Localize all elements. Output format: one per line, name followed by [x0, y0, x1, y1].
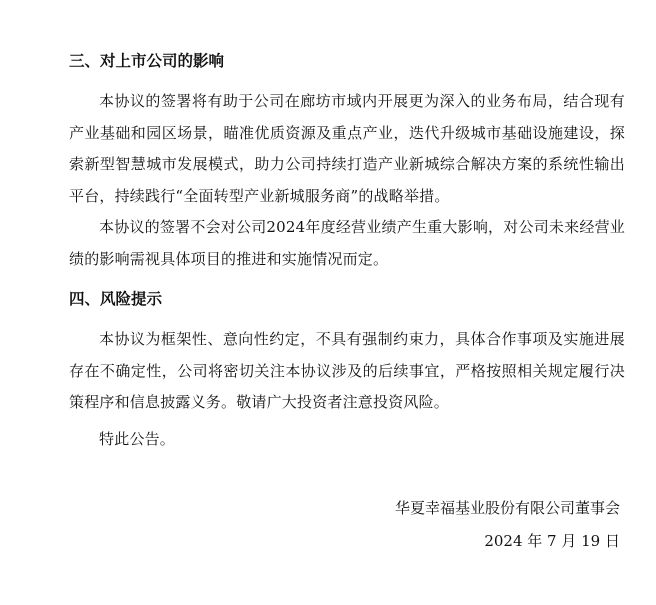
section-heading-impact: 三、对上市公司的影响 — [69, 52, 225, 70]
section-heading-risk: 四、风险提示 — [69, 290, 163, 308]
impact-paragraph-2: 本协议的签署不会对公司2024年度经营业绩产生重大影响，对公司未来经营业绩的影响需视具体项目的推进和实施情况而定。 — [69, 218, 625, 268]
signature-date: 2024 年 7 月 19 日 — [484, 532, 620, 550]
closing-statement: 特此公告。 — [99, 430, 176, 448]
signature-company: 华夏幸福基业股份有限公司董事会 — [394, 499, 620, 517]
impact-paragraph-1: 本协议的签署将有助于公司在廊坊市域内开展更为深入的业务布局，结合现有产业基础和园区场景，瞄准优质资源及重点产业，迭代升级城市基础设施建设，探索新型智慧城市发展模式，助力公司持续打造产业新城综合解决方案的系统性输出平台，持续践行“全面转型产业新城服务商”的战略举措。 — [69, 92, 625, 205]
risk-paragraph: 本协议为框架性、意向性约定，不具有强制约束力，具体合作事项及实施进展存在不确定性，公司将密切关注本协议涉及的后续事宜，严格按照相关规定履行决策程序和信息披露义务。敬请广大投资者注意投资风险。 — [69, 330, 625, 411]
